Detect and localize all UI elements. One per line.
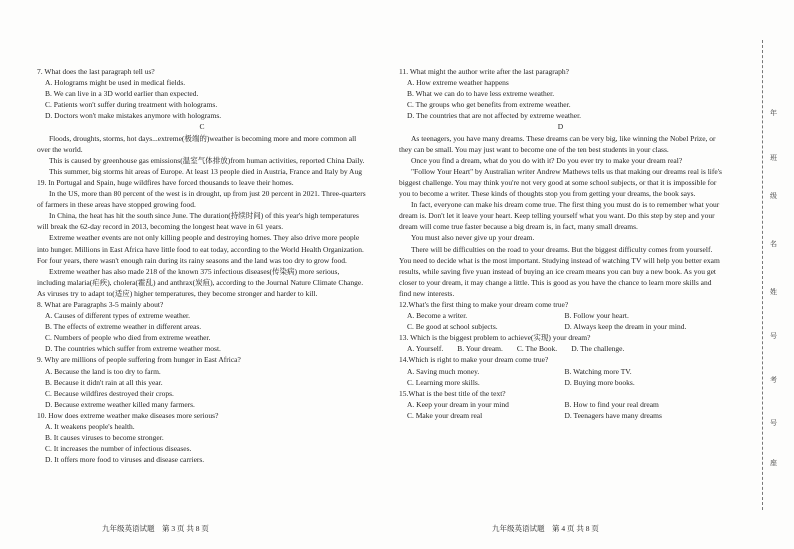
right-line-12: 12.What's the first thing to make your dream come true? xyxy=(399,299,569,309)
q12-option-b: B. Follow your heart. xyxy=(564,311,629,321)
right-line-1: A. How extreme weather happens xyxy=(407,78,509,88)
q13-stem: 13. Which is the biggest problem to achieve(实现) your dream? xyxy=(399,333,591,343)
binding-label: 级 xyxy=(770,192,777,200)
binding-label: 姓 xyxy=(770,288,777,296)
binding-label: 年 xyxy=(770,109,777,117)
q13-option-d: D. The challenge. xyxy=(571,344,625,354)
right-line-11: There will be difficulties on the road to your dreams. But the biggest difficulty comes from yourself. You need to decide what is the most important. Studying instead of watching TV will help you better exam results, while saving five yuan instead of buying an ice cream means you can buy a new book. As you get closer to your dream, it may change a little. This is good as you have the chance to learn more skills and find new interests. xyxy=(399,244,720,298)
q13-option-c: C. The Book. xyxy=(516,344,558,354)
binding-label: 考 xyxy=(770,376,777,384)
left-line-16: C. Numbers of people who died from extreme weather. xyxy=(45,333,211,343)
left-line-8: This summer, big storms hit areas of Europe. At least 13 people died in Austria, France and Italy by Aug 19. In Portugal and Spain, huge wildfires have forced thousands to leave their homes. xyxy=(37,166,362,187)
left-line-11: Extreme weather events are not only killing people and destroying homes. They also drive more people into hunger. Millions in East Africa have little food to eat today, according to the World Health Organization. For four years, there wasn't enough rain during its rainy seasons and the land was too dry to grow food. xyxy=(37,233,364,265)
q14-option-d: D. Buying more books. xyxy=(564,377,635,387)
left-line-20: B. Because it didn't rain at all this year. xyxy=(45,377,163,387)
right-column xyxy=(399,66,722,421)
q15-option-c: C. Make your dream real xyxy=(407,410,483,420)
q15-option-b: B. How to find your real dream xyxy=(564,399,659,409)
left-line-4: D. Doctors won't make mistakes anymore with holograms. xyxy=(45,111,222,121)
left-line-24: A. It weakens people's health. xyxy=(45,422,135,431)
right-line-10: You must also never give up your dream. xyxy=(411,233,535,243)
left-line-3: C. Patients won't suffer during treatment with holograms. xyxy=(45,100,218,110)
right-line-8: "Follow Your Heart" by Australian writer Andrew Mathews tells us that making our dreams real is life's biggest challenge. You may think you're not very good at some school subjects, or that it is impossible for you to become a writer. These kinds of thoughts stop you from getting your dreams, the book says. xyxy=(399,166,722,199)
q12-option-d: D. Always keep the dream in your mind. xyxy=(564,322,687,332)
q14-option-b: B. Watching more TV. xyxy=(564,366,632,376)
q15-option-d: D. Teenagers have many dreams xyxy=(564,410,662,420)
binding-label: 号 xyxy=(770,332,777,340)
left-line-17: D. The countries which suffer from extreme weather most. xyxy=(45,344,221,354)
right-line-9: In fact, everyone can make his dream come true. The first thing you must do is to remember what your dream is. Don't let it leave your heart. Keep telling yourself what you want. Do this step by step and your dream will come true faster because a big dream is, in fact, many small dreams. xyxy=(399,200,720,232)
cut-line xyxy=(762,40,763,510)
left-line-14: A. Causes of different types of extreme weather. xyxy=(45,311,191,321)
footer-page-3: 九年级英语试题 第 3 页 共 8 页 xyxy=(102,524,209,533)
binding-margin xyxy=(760,40,790,510)
left-line-5: C xyxy=(199,122,205,132)
left-line-22: D. Because extreme weather killed many farmers. xyxy=(45,399,195,409)
right-line-3: C. The groups who get benefits from extreme weather. xyxy=(407,100,571,110)
q14-options-row1 xyxy=(399,366,722,377)
right-line-5: D xyxy=(557,122,564,132)
binding-label: 名 xyxy=(770,240,777,248)
q14-option-a: A. Saving much money. xyxy=(407,366,480,376)
left-line-13: 8. What are Paragraphs 3-5 mainly about? xyxy=(37,299,164,309)
q14-options-row2 xyxy=(399,377,722,388)
binding-label: 班 xyxy=(770,154,777,162)
left-line-7: This is caused by greenhouse gas emissions(温室气体排放)from human activities, reported China Daily. xyxy=(49,155,365,165)
left-line-15: B. The effects of extreme weather in different areas. xyxy=(45,322,202,332)
right-line-0: 11. What might the author write after the last paragraph? xyxy=(399,67,569,76)
q14-option-c: C. Learning more skills. xyxy=(407,377,480,387)
left-column xyxy=(37,66,367,465)
left-line-19: A. Because the land is too dry to farm. xyxy=(45,366,161,376)
left-line-26: C. It increases the number of infectious diseases. xyxy=(45,444,192,454)
left-line-6: Floods, droughts, storms, hot days...extreme(极端的)weather is becoming more and more common all over the world. xyxy=(37,133,357,154)
binding-label: 号 xyxy=(770,419,777,427)
q13-option-b: B. Your dream. xyxy=(457,344,503,354)
q12-option-a: A. Become a writer. xyxy=(407,311,468,321)
right-line-7: Once you find a dream, what do you do with it? Do you ever try to make your dream real? xyxy=(411,155,683,165)
q15-options-row2 xyxy=(399,410,722,421)
left-line-9: In the US, more than 80 percent of the west is in drought, up from just 20 percent in 2021. Three-quarters of farmers in these areas have stopped growing food. xyxy=(37,189,366,210)
q13-options xyxy=(399,343,722,354)
q15-option-a: A. Keep your dream in your mind xyxy=(407,399,509,409)
left-line-10: In China, the heat has hit the south since June. The duration(持续时间) of this year's high temperatures will break the 62-day record in 2013, becoming the longest heat wave in 61 years. xyxy=(37,211,359,232)
left-line-21: C. Because wildfires destroyed their crops. xyxy=(45,388,174,398)
q12-option-c: C. Be good at school subjects. xyxy=(407,322,498,332)
q13-option-a: A. Yourself. xyxy=(407,344,444,354)
right-line-2: B. What we can do to have less extreme weather. xyxy=(407,89,555,99)
footer-page-4: 九年级英语试题 第 4 页 共 8 页 xyxy=(492,524,599,533)
left-line-25: B. It causes viruses to become stronger. xyxy=(45,433,164,443)
left-line-18: 9. Why are millions of people suffering from hunger in East Africa? xyxy=(37,355,241,365)
binding-label: 座 xyxy=(770,459,777,467)
left-line-1: A. Holograms might be used in medical fields. xyxy=(45,78,186,88)
right-line-6: As teenagers, you have many dreams. These dreams can be very big, like winning the Nobel Prize, or they can be small. You may just want to become one of the ten best students in your class. xyxy=(399,133,716,154)
right-line-4: D. The countries that are not affected by extreme weather. xyxy=(407,111,582,121)
left-line-27: D. It offers more food to viruses and disease carriers. xyxy=(45,455,205,465)
q15-stem: 15.What is the best title of the text? xyxy=(399,388,506,398)
left-line-0: 7. What does the last paragraph tell us? xyxy=(37,67,155,76)
q14-stem: 14.Which is right to make your dream come true? xyxy=(399,355,549,365)
left-line-12: Extreme weather has also made 218 of the known 375 infectious diseases(传染病) more serious, including malaria(疟疾), cholera(霍乱) and anthrax(炭疽), according to the Journal Nature Climate Change. As viruses try to adapt to(适应) higher temperatures, they become stronger and harder to kill. xyxy=(37,266,364,298)
q15-options-row1 xyxy=(399,399,722,410)
q12-options-row1 xyxy=(399,310,722,321)
left-line-2: B. We can live in a 3D world earlier than expected. xyxy=(45,89,199,99)
q12-options-row2 xyxy=(399,321,722,332)
left-line-23: 10. How does extreme weather make diseases more serious? xyxy=(37,410,219,420)
